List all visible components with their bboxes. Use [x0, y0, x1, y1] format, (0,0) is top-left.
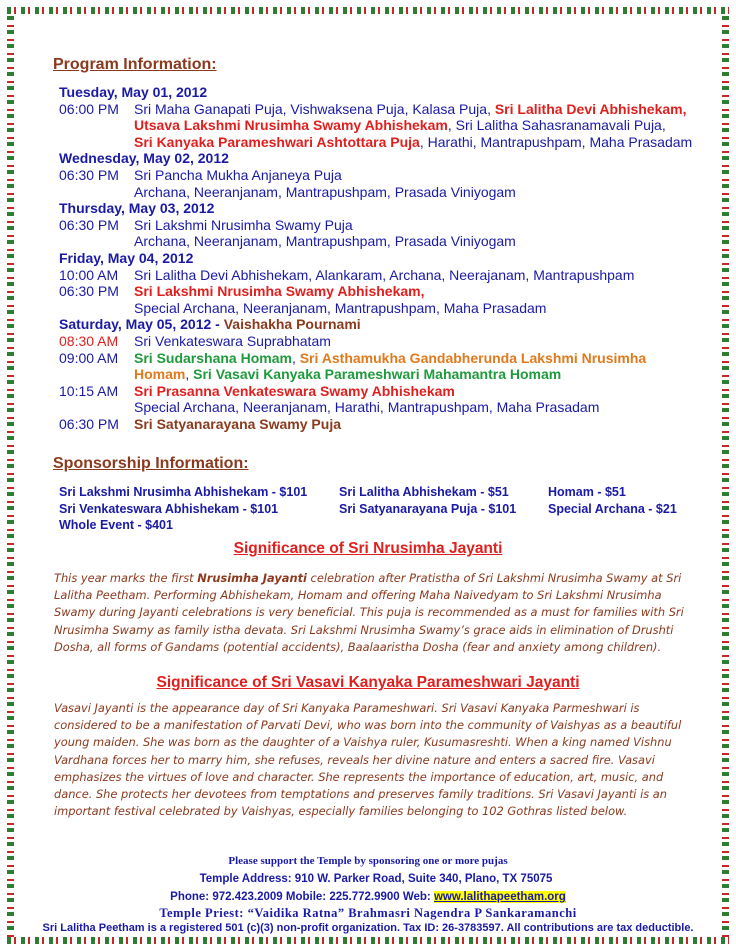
event-line [134, 399, 599, 416]
event-line [134, 101, 692, 118]
event-text: Homam [134, 366, 186, 383]
event-text: Sri Sudarshana Homam [134, 349, 292, 366]
event-text: Special Archana, Neeranjanam, Mantrapushpam, Maha Prasadam [134, 299, 547, 316]
event-line [134, 416, 341, 433]
registration-note: Sri Lalitha Peetham is a registered 501 (c)(3) non-profit organization. Tax ID: 26-3783597. All contributions are tax deductible. [42, 922, 694, 934]
event-text: Special Archana, Neeranjanam, Harathi, Mantrapushpam, Maha Prasadam [134, 399, 600, 416]
schedule-events [134, 283, 546, 316]
sponsorship-item: Sri Lalitha Abhishekam - $51 [339, 485, 509, 499]
temple-priest: Temple Priest: “Vaidika Ratna” Brahmasri Nagendra P Sankaramanchi [159, 906, 577, 920]
sponsorship-item [339, 517, 548, 534]
schedule-time: 10:00 AM [59, 266, 119, 283]
day-heading [59, 200, 719, 217]
nrusimha-significance-title: Significance of Sri Nrusimha Jayanti [233, 540, 503, 557]
event-text: Sri Lakshmi Nrusimha Swamy Abhishekam, [134, 283, 425, 300]
event-text: Sri Vasavi Kanyaka Parameshwari Mahamantra Homam [193, 366, 562, 383]
sponsorship-item: Sri Satyanarayana Puja - $101 [339, 501, 517, 516]
day-date: Thursday, May 03, 2012 [59, 200, 215, 217]
day-date: Friday, May 04, 2012 [59, 249, 194, 266]
schedule-time: 10:15 AM [59, 382, 119, 399]
event-text: Sri Maha Ganapati Puja, Vishwaksena Puja, Kalasa Puja, [134, 100, 495, 117]
sponsorship-row [59, 484, 719, 501]
schedule-events [134, 350, 646, 383]
day-date: Saturday, May 05, 2012 - [59, 316, 224, 333]
event-line [134, 184, 516, 201]
schedule-events [134, 383, 599, 416]
schedule-time: 06:30 PM [59, 166, 119, 183]
day-occasion: Vaishakha Pournami [223, 316, 361, 333]
day-date: Wednesday, May 02, 2012 [59, 150, 229, 167]
schedule-events [134, 267, 634, 284]
schedule-row [59, 283, 719, 316]
schedule-events [134, 333, 331, 350]
schedule-time: 06:30 PM [59, 283, 119, 300]
website-link[interactable]: www.lalithapeetham.org [433, 891, 566, 903]
event-line [134, 217, 516, 234]
event-text: , Sri Lalitha Sahasranamavali Puja, [447, 117, 666, 134]
event-line [134, 383, 599, 400]
schedule-time: 06:30 PM [59, 216, 119, 233]
day-heading [59, 316, 719, 333]
schedule-row [59, 167, 719, 200]
event-text: Sri Lalitha Devi Abhishekam, [494, 100, 687, 117]
schedule-row [59, 416, 719, 433]
sponsorship-row [59, 501, 719, 518]
schedule-events [134, 167, 516, 200]
event-text: Sri Prasanna Venkateswara Swamy Abhishekam [134, 382, 455, 399]
event-text: Sri Pancha Mukha Anjaneya Puja [134, 166, 342, 183]
event-text: , Harathi, Mantrapushpam, Maha Prasadam [419, 133, 693, 150]
sponsorship-item [548, 517, 718, 534]
event-text: Sri Lakshmi Nrusimha Swamy Puja [134, 216, 353, 233]
program-title: Program Information: [53, 56, 217, 73]
event-text: , [291, 349, 300, 366]
sponsorship-row [59, 517, 719, 534]
schedule-row [59, 217, 719, 250]
support-note: Please support the Temple by sponsoring one or more pujas [228, 855, 508, 867]
event-line [134, 366, 646, 383]
sponsorship-item: Sri Venkateswara Abhishekam - $101 [59, 501, 279, 516]
schedule-row [59, 333, 719, 350]
event-text: Utsava Lakshmi Nrusimha Swamy Abhishekam [134, 117, 448, 134]
schedule-time: 08:30 AM [59, 332, 119, 349]
sponsorship-title: Sponsorship Information: [53, 455, 249, 472]
sponsorship-item: Homam - $51 [548, 485, 626, 499]
vasavi-significance-title: Significance of Sri Vasavi Kanyaka Parameshwari Jayanti [156, 674, 580, 691]
event-text: Sri Satyanarayana Swamy Puja [134, 415, 341, 432]
schedule-time: 06:00 PM [59, 100, 119, 117]
event-line [134, 267, 634, 284]
event-line [134, 233, 516, 250]
day-date: Tuesday, May 01, 2012 [59, 84, 208, 100]
event-text: Sri Venkateswara Suprabhatam [134, 332, 331, 349]
event-text: Archana, Neeranjanam, Mantrapushpam, Prasada Viniyogam [134, 183, 516, 200]
event-line [134, 350, 646, 367]
phone-numbers: Phone: 972.423.2009 Mobile: 225.772.9900 Web: [170, 891, 434, 903]
event-text: Sri Lalitha Devi Abhishekam, Alankaram, Archana, Neerajanam, Mantrapushpam [134, 266, 635, 283]
schedule-time: 06:30 PM [59, 415, 119, 432]
event-text: Sri Kanyaka Parameshwari Ashtottara Puja [134, 133, 420, 150]
contact-line [0, 891, 736, 903]
sponsorship-item: Sri Lakshmi Nrusimha Abhishekam - $101 [59, 485, 308, 499]
nrusimha-significance-text: This year marks the first Nrusimha Jayanti celebration after Pratistha of Sri Lakshmi Nrusimha Swamy at Sri Lalitha Peetham. Performing Abhishekam, Homam and offering Maha Naivedyam to Sri Lakshmi Nrusimha Swamy during Jayanti celebrations is very beneficial. This puja is recommended as a must for families with Sri Nrusimha Swamy as family istha devata. Sri Lakshmi Nrusimha Swamy’s grace aids in elimination of Drushti Dosha, all forms of Gandams (potential accidents), Baalaaristha Dosha (fear and anxiety among children). [54, 571, 684, 654]
vasavi-significance-text: Vasavi Jayanti is the appearance day of Sri Kanyaka Parameshwari. Sri Vasavi Kanyaka Parmeshwari is considered to be a manifestation of Parvati Devi, who was born into the community of Vaishyas as a beautiful young maiden. She was born as the daughter of a Vaishya ruler, Kusumasreshti. When a king named Vishnu Vardhana forces her to marry him, she refuses, reveals her divine nature and enters a sacred fire. Vasavi emphasizes the virtues of love and character. She represents the importance of education, art, music, and dance. She protects her devotees from temptations and preserves family traditions. Sri Vasavi Jayanti is an important festival celebrated by Vaishyas, especially families belonging to 102 Gothras listed below. [54, 701, 682, 819]
day-heading [59, 150, 719, 167]
schedule-row [59, 383, 719, 416]
schedule-events [134, 101, 692, 151]
event-line [134, 134, 692, 151]
schedule-events [134, 217, 516, 250]
schedule-row [59, 267, 719, 284]
sponsorship-item: Whole Event - $401 [59, 518, 173, 532]
event-line [134, 333, 331, 350]
schedule-row [59, 101, 719, 151]
temple-address: Temple Address: 910 W. Parker Road, Suite 340, Plano, TX 75075 [199, 873, 553, 885]
day-heading [59, 84, 719, 101]
sponsorship-item: Special Archana - $21 [548, 501, 677, 516]
event-text: , [185, 366, 194, 383]
event-line [134, 283, 546, 300]
schedule-time: 09:00 AM [59, 349, 119, 366]
event-text: Sri Asthamukha Gandabherunda Lakshmi Nrusimha [299, 349, 647, 366]
event-line [134, 300, 546, 317]
event-text: Archana, Neeranjanam, Mantrapushpam, Prasada Viniyogam [134, 233, 516, 250]
schedule-row [59, 350, 719, 383]
sponsorship-list [59, 484, 719, 534]
event-line [134, 117, 692, 134]
day-heading [59, 250, 719, 267]
program-schedule [59, 84, 719, 432]
event-line [134, 167, 516, 184]
schedule-events [134, 416, 341, 433]
